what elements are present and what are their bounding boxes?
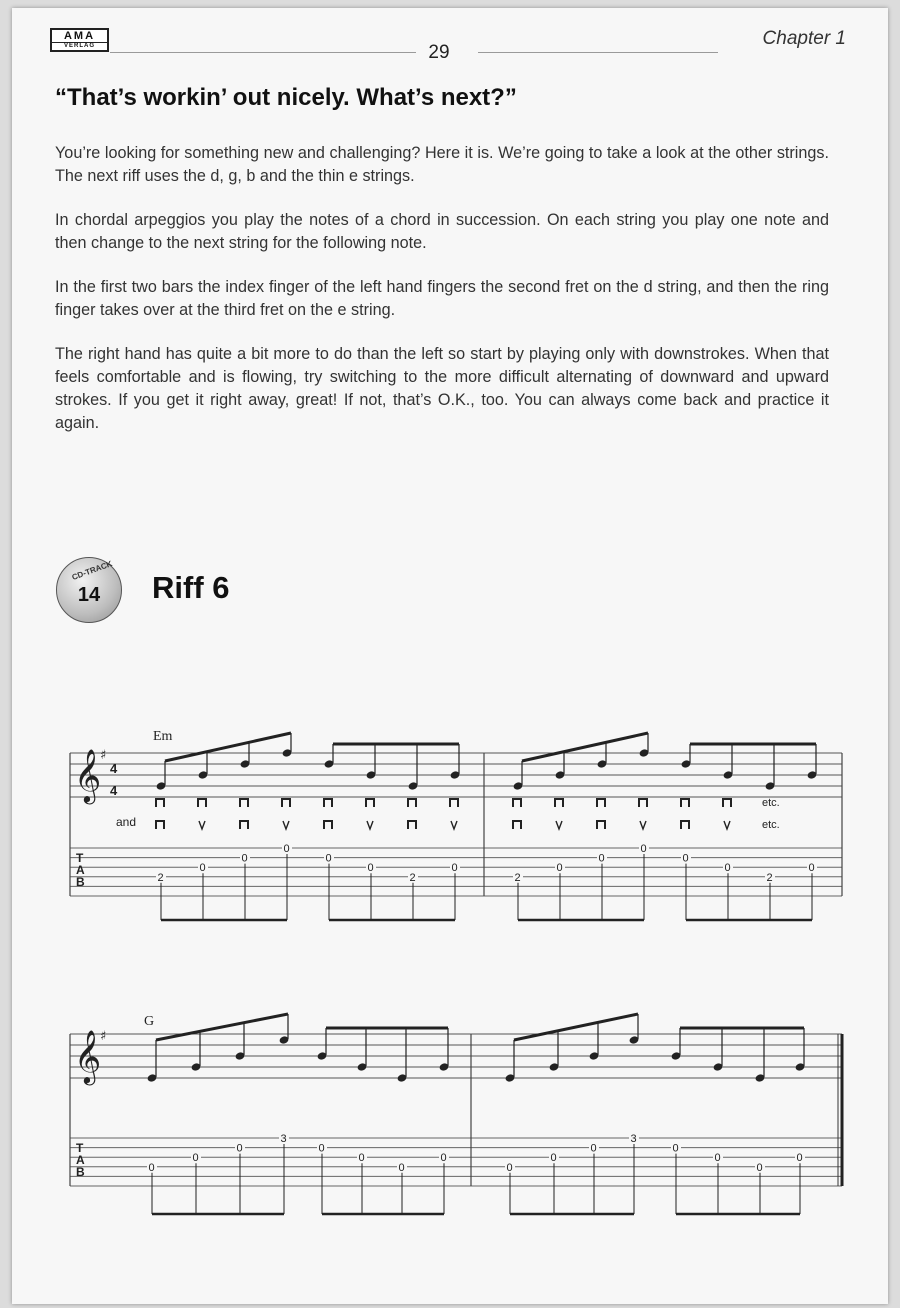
downstroke-icon xyxy=(282,799,290,807)
tab-number: 0 xyxy=(714,1152,721,1165)
tab-number: 0 xyxy=(367,862,374,875)
paragraph-4: The right hand has quite a bit more to do than the left so start by playing only with downstrokes. When that feels comfortable and is flowing, try switching to the more difficult alternating of downward and upward strokes. If you get it right away, great! If not, that’s O.K., too. You can always come back and practice it again. xyxy=(55,345,829,432)
paragraph-3: In the first two bars the index finger of the left hand fingers the second fret on the d string, and then the ring finger takes over at the third fret on the e string. xyxy=(55,278,829,319)
tab-number: 2 xyxy=(514,871,521,884)
downstroke-icon xyxy=(555,799,563,807)
downstroke-icon xyxy=(156,821,164,829)
chapter-label: Chapter 1 xyxy=(762,28,846,49)
tab-letter-t: T xyxy=(76,851,84,865)
tab-number: 3 xyxy=(630,1133,637,1145)
downstroke-icon xyxy=(681,821,689,829)
downstroke-icon xyxy=(597,821,605,829)
downstroke-icon xyxy=(324,821,332,829)
paragraph-1: You’re looking for something new and challenging? Here it is. We’re going to take a look at the other strings. The next riff uses the d, g, b and the thin e strings. xyxy=(55,144,829,185)
downstroke-icon xyxy=(408,821,416,829)
etc-label-1: etc. xyxy=(762,797,780,809)
time-signature-top: 4 xyxy=(110,761,118,776)
cd-icon-label: CD-TRACK xyxy=(70,559,114,582)
downstroke-icon xyxy=(408,799,416,807)
upstroke-icon xyxy=(556,821,562,829)
upstroke-icon xyxy=(199,821,205,829)
tab-letter-t: T xyxy=(76,1141,84,1155)
tab-letter-b: B xyxy=(76,875,85,889)
tab-number: 0 xyxy=(672,1142,679,1155)
tab-number: 0 xyxy=(440,1152,447,1165)
downstroke-icon xyxy=(513,821,521,829)
tab-number: 0 xyxy=(398,1161,405,1174)
time-signature-bottom: 4 xyxy=(110,783,118,798)
tab-number: 0 xyxy=(236,1142,243,1155)
tab-number: 0 xyxy=(318,1142,325,1155)
upstroke-icon xyxy=(724,821,730,829)
downstroke-icon xyxy=(198,799,206,807)
tab-number: 0 xyxy=(682,852,689,865)
tab-letter-a: A xyxy=(76,863,85,877)
tab-number: 0 xyxy=(241,852,248,865)
downstroke-icon xyxy=(156,799,164,807)
staff-system-1 xyxy=(70,729,842,920)
tab-letter-b: B xyxy=(76,1165,85,1179)
tab-number: 0 xyxy=(148,1161,155,1174)
tab-number: 0 xyxy=(796,1152,803,1165)
downstroke-icon xyxy=(513,799,521,807)
downstroke-icon xyxy=(639,799,647,807)
tab-number: 2 xyxy=(157,871,164,884)
upstroke-icon xyxy=(640,821,646,829)
tab-number: 0 xyxy=(640,843,647,855)
upstroke-icon xyxy=(367,821,373,829)
treble-clef-icon: 𝄞 xyxy=(74,748,102,802)
etc-label-2: etc. xyxy=(762,819,780,831)
riff-title: Riff 6 xyxy=(152,570,230,605)
publisher-logo: AMA VERLAG xyxy=(50,28,109,52)
downstroke-icon xyxy=(450,799,458,807)
chord-symbol: G xyxy=(144,1014,155,1029)
note-beam xyxy=(156,1014,288,1040)
tab-number: 0 xyxy=(598,852,605,865)
upstroke-icon xyxy=(451,821,457,829)
tab-number: 0 xyxy=(358,1152,365,1165)
paragraph-2: In chordal arpeggios you play the notes of a chord in succession. On each string you play one note and then change to the next string for the following note. xyxy=(55,211,829,252)
tab-number: 0 xyxy=(451,862,458,875)
note-beam xyxy=(165,733,291,761)
upstroke-icon xyxy=(283,821,289,829)
tab-number: 2 xyxy=(766,871,773,884)
note-beam xyxy=(522,733,648,761)
downstroke-icon xyxy=(681,799,689,807)
tab-number: 0 xyxy=(199,862,206,875)
sharp-icon: ♯ xyxy=(100,748,107,763)
downstroke-icon xyxy=(324,799,332,807)
treble-clef-icon: 𝄞 xyxy=(74,1029,102,1083)
downstroke-icon xyxy=(366,799,374,807)
downstroke-icon xyxy=(240,799,248,807)
tab-number: 0 xyxy=(325,852,332,865)
chord-symbol: Em xyxy=(153,729,173,744)
note-beam xyxy=(514,1014,638,1040)
downstroke-icon xyxy=(723,799,731,807)
stroke-row-label: and xyxy=(116,815,137,829)
downstroke-icon xyxy=(240,821,248,829)
page-number: 29 xyxy=(428,42,450,63)
tab-number: 0 xyxy=(590,1142,597,1155)
sharp-icon: ♯ xyxy=(100,1029,107,1044)
tab-number: 2 xyxy=(409,871,416,884)
tab-number: 0 xyxy=(808,862,815,875)
tab-letter-a: A xyxy=(76,1153,85,1167)
tab-number: 0 xyxy=(192,1152,199,1165)
tab-number: 0 xyxy=(756,1161,763,1174)
cd-track-number: 14 xyxy=(77,584,101,606)
tab-number: 0 xyxy=(283,843,290,855)
downstroke-icon xyxy=(597,799,605,807)
tab-number: 3 xyxy=(280,1133,287,1145)
tab-number: 0 xyxy=(556,862,563,875)
staff-system-2 xyxy=(70,1014,842,1214)
tab-number: 0 xyxy=(550,1152,557,1165)
tab-number: 0 xyxy=(506,1161,513,1174)
tab-number: 0 xyxy=(724,862,731,875)
section-heading: “That’s workin’ out nicely. What’s next?” xyxy=(55,84,517,111)
